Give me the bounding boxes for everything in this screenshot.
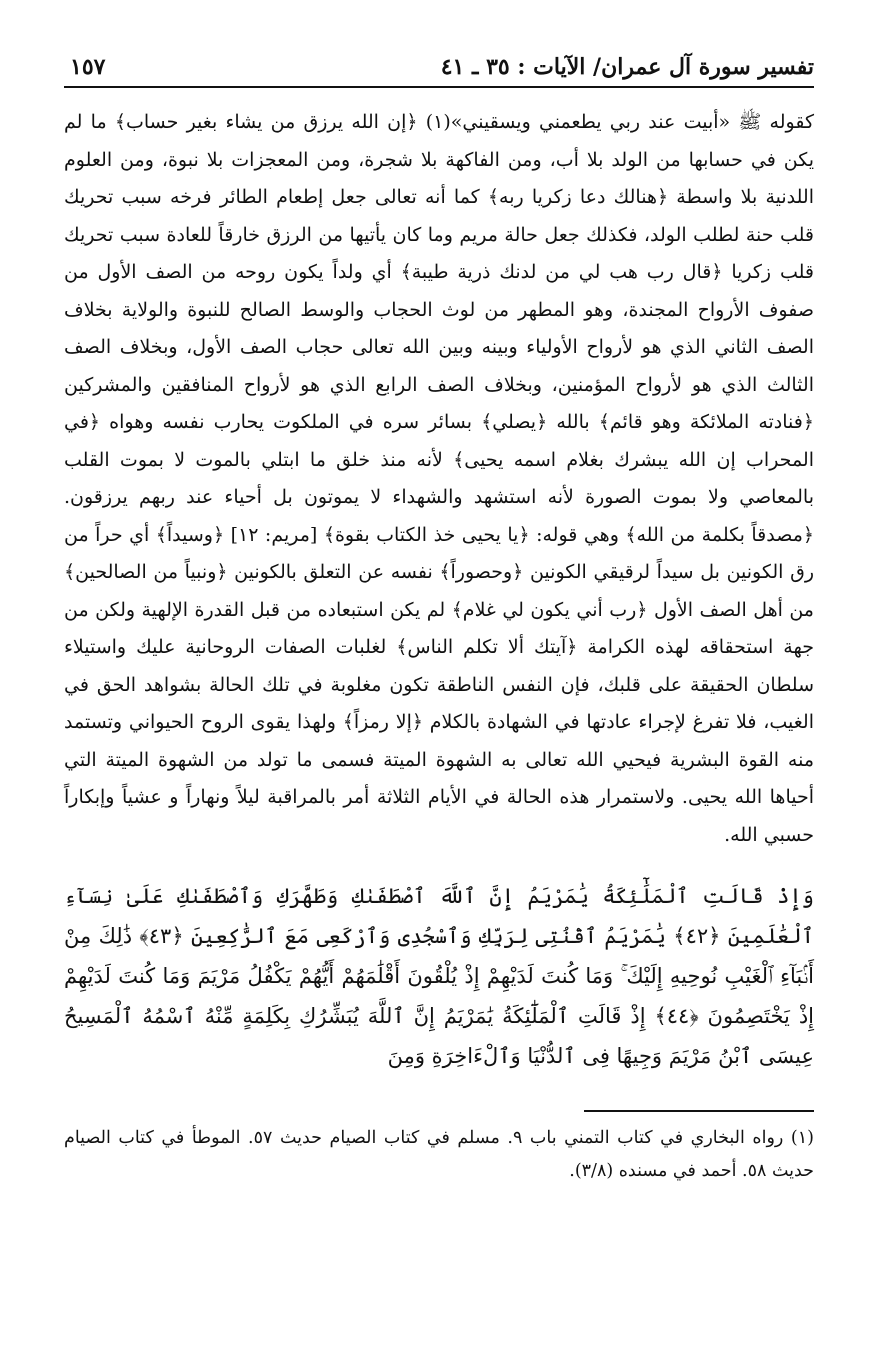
document-page xyxy=(64,48,814,1338)
footnote: (١) رواه البخاري في كتاب التمني باب ٩. مسلم في كتاب الصيام حديث ٥٧. الموطأ في كتاب الصيام حديث ٥٨. أحمد في مسنده (٣/٨). xyxy=(64,1128,814,1181)
page-number: ١٥٧ xyxy=(70,54,106,80)
commentary-paragraph: كقوله ﷺ «أبيت عند ربي يطعمني ويسقيني»(١) ﴿إن الله يرزق من يشاء بغير حساب﴾ ما لم يكن في حسابها من الولد بلا أب، ومن الفاكهة بلا شجرة، ومن المعجزات بلا نبوة، ومن العلوم اللدنية بلا واسطة ﴿هنالك دعا زكريا ربه﴾ كما أنه تعالى جعل إطعام الطائر فرخه سبب تحريك قلب حنة لطلب الولد، فكذلك جعل حالة مريم وما كان يأتيها من الرزق خارقاً للعادة سبب تحريك قلب زكريا ﴿قال رب هب لي من لدنك ذرية طيبة﴾ أي ولداً يكون روحه من الصف الأول من صفوف الأرواح المجندة، وهو المطهر من لوث الحجاب والوسط الصالح للنبوة والولاية بخلاف الصف الثاني الذي هو لأرواح الأولياء وبينه وبين الله تعالى حجاب الصف الأول، وبخلاف الصف الثالث الذي هو لأرواح المؤمنين، وبخلاف الصف الرابع الذي هو لأرواح المنافقين والمشركين ﴿فنادته الملائكة وهو قائم﴾ بالله ﴿يصلي﴾ بسائر سره في الملكوت يحارب نفسه وهواه ﴿في المحراب إن الله يبشرك بغلام اسمه يحيى﴾ لأنه منذ خلق ما ابتلي بالموت لا بموت القلب بالمعاصي ولا بموت الصورة لأنه استشهد والشهداء لا يموتون بل أحياء عند ربهم يرزقون. ﴿مصدقاً بكلمة من الله﴾ وهي قوله: ﴿يا يحيى خذ الكتاب بقوة﴾ [مريم: ١٢] ﴿وسيداً﴾ أي حراً من رق الكونين بل سيداً لرقيقي الكونين ﴿وحصوراً﴾ نفسه عن التعلق بالكونين ﴿ونبياً من الصالحين﴾ من أهل الصف الأول ﴿رب أني يكون لي غلام﴾ لم يكن استبعاده من قبل القدرة الإلهية ولكن من جهة استحقاقه لهذه الكرامة ﴿آيتك ألا تكلم الناس﴾ لغلبات الصفات الروحانية عليك واستيلاء سلطان الحقيقة على قلبك، فإن النفس الناطقة تكون مغلوبة في تلك الحالة بشواهد الحق في الغيب، فلا تفرغ لإجراء عادتها في الشهادة بالكلام ﴿إلا رمزاً﴾ ولهذا يقوى الروح الحيواني وتستمد منه القوة البشرية فيحيي الله تعالى به الشهوة الميتة فسمى ما تولد من الشهوة الميتة التي أحياها الله يحيى. ولاستمرار هذه الحالة في الأيام الثلاثة أمر بالمراقبة ليلاً ونهاراً و عشياً وإبكاراً حسبي الله. xyxy=(64,111,815,846)
footnote-rule xyxy=(584,1110,814,1112)
page-header xyxy=(64,48,814,86)
header-rule xyxy=(64,86,814,88)
commentary-text xyxy=(64,104,814,854)
running-title: تفسير سورة آل عمران/ الآيات : ٣٥ ـ ٤١ xyxy=(440,54,814,80)
quran-verses: وَإِذْ قَالَتِ ٱلْمَلَٰٓئِكَةُ يَٰمَرْيَمُ إِنَّ ٱللَّهَ ٱصْطَفَىٰكِ وَطَهَّرَكِ وَٱصْطَفَىٰكِ عَلَىٰ نِسَآءِ ٱلْعَٰلَمِينَ ﴿٤٢﴾ يَٰمَرْيَمُ ٱقْنُتِى لِرَبِّكِ وَٱسْجُدِى وَٱرْكَعِى مَعَ ٱلرَّٰكِعِينَ ﴿٤٣﴾ ذَٰلِكَ مِنْ أَنۢبَآءِ ٱلْغَيْبِ نُوحِيهِ إِلَيْكَ ۚ وَمَا كُنتَ لَدَيْهِمْ إِذْ يُلْقُونَ أَقْلَٰمَهُمْ أَيُّهُمْ يَكْفُلُ مَرْيَمَ وَمَا كُنتَ لَدَيْهِمْ إِذْ يَخْتَصِمُونَ ﴿٤٤﴾ إِذْ قَالَتِ ٱلْمَلَٰٓئِكَةُ يَٰمَرْيَمُ إِنَّ ٱللَّهَ يُبَشِّرُكِ بِكَلِمَةٍ مِّنْهُ ٱسْمُهُ ٱلْمَسِيحُ عِيسَى ٱبْنُ مَرْيَمَ وَجِيهًا فِى ٱلدُّنْيَا وَٱلْءَاخِرَةِ وَمِنَ xyxy=(64,884,815,1068)
